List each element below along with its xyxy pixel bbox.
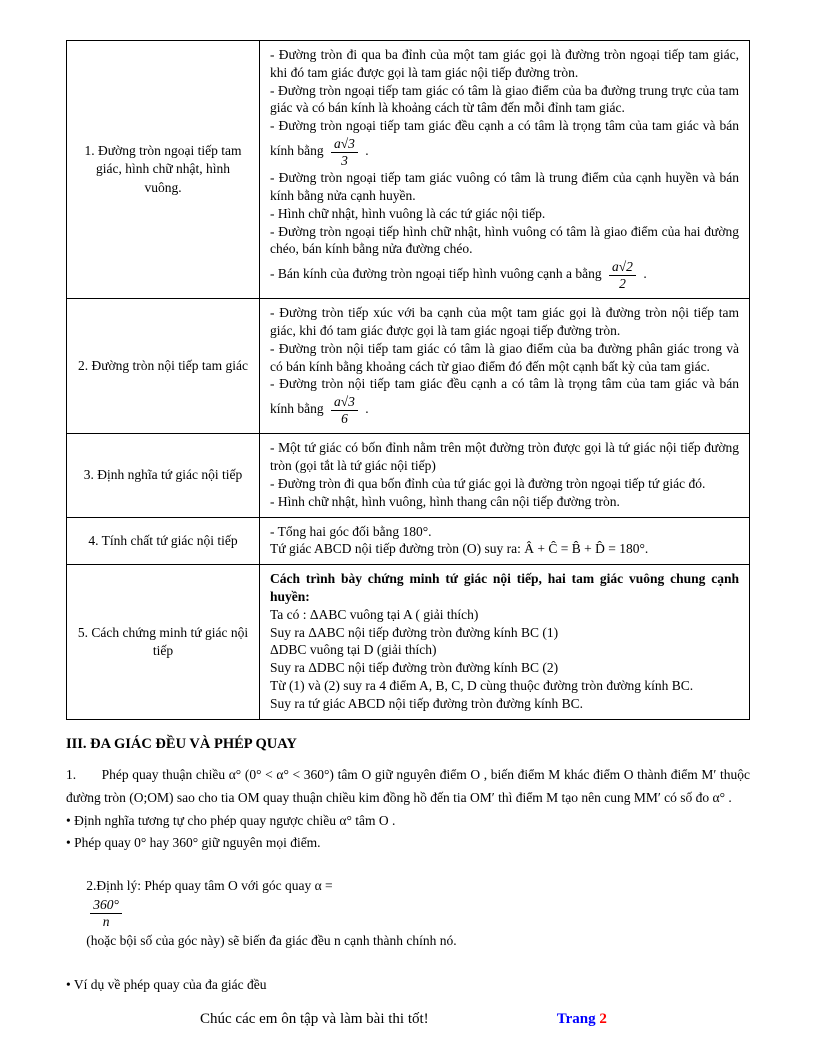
table-row-circumscribed-circle [67, 41, 750, 299]
row-label: 1. Đường tròn ngoại tiếp tam giác, hình chữ nhật, hình vuông. [67, 41, 260, 299]
fraction [609, 259, 636, 291]
text-segment: - Bán kính của đường tròn ngoại tiếp hình vuông cạnh a bằng [270, 266, 602, 282]
paragraph-rotation-definition: 1. Phép quay thuận chiều α° (0° < α° < 360°) tâm O giữ nguyên điểm O , biến điểm M khác điểm O thành điểm M′ thuộc đường tròn (O;OM) sao cho tia OM quay thuận chiều kim đồng hồ đến tia OM′ thì điểm M tạo nên cung MM′ có số đo α° . [66, 766, 754, 806]
bullet-line-with-fraction [270, 117, 739, 169]
row-content [260, 434, 750, 517]
summary-table [66, 40, 750, 720]
section-title: III. ĐA GIÁC ĐỀU VÀ PHÉP QUAY [66, 735, 297, 752]
bullet-example: • Ví dụ về phép quay của đa giác đều [66, 976, 267, 992]
bullet-line: - Đường tròn ngoại tiếp tam giác vuông có tâm là trung điểm của cạnh huyền và bán kính bằng nửa cạnh huyền. [270, 170, 739, 203]
bullet-line: - Đường tròn nội tiếp tam giác có tâm là giao điểm của ba đường phân giác trong và có bán kính bằng khoảng cách từ giao điểm đó đến một cạnh bất kỳ của tam giác. [270, 340, 739, 374]
text-segment: . [365, 143, 369, 159]
row-content [260, 41, 750, 299]
bullet-line: - Hình chữ nhật, hình vuông, hình thang cân nội tiếp đường tròn. [270, 493, 620, 509]
text-segment: - Đường tròn nội tiếp tam giác đều cạnh a có tâm là trọng tâm của tam giác và bán kính bằng [270, 376, 739, 417]
proof-line: Từ (1) và (2) suy ra 4 điểm A, B, C, D cùng thuộc đường tròn đường kính BC. [270, 678, 694, 694]
bullet-reverse-rotation: • Định nghĩa tương tự cho phép quay ngược chiều α° tâm O . [66, 812, 396, 828]
bullet-line: - Đường tròn tiếp xúc với ba cạnh của một tam giác gọi là đường tròn nội tiếp tam giác, khi đó tam giác được gọi là tam giác ngoại tiếp đường tròn. [270, 305, 739, 338]
proof-line: Suy ra tứ giác ABCD nội tiếp đường tròn đường kính BC. [270, 695, 583, 711]
section-regular-polygons-rotation [66, 735, 754, 995]
proof-line: ΔDBC vuông tại D (giải thích) [270, 642, 437, 658]
fraction-numerator: a√2 [609, 259, 636, 276]
bullet-line: - Đường tròn ngoại tiếp hình chữ nhật, hình vuông có tâm là giao điểm của hai đường chéo, bán kính bằng nửa đường chéo. [270, 223, 739, 257]
table-row-cyclic-quadrilateral-definition [67, 434, 750, 517]
formula-line: Tứ giác ABCD nội tiếp đường tròn (O) suy ra: Â + Ĉ = B̂ + D̂ = 180°. [270, 541, 649, 557]
fraction-numerator: a√3 [331, 394, 358, 411]
page-number-label [557, 1011, 607, 1028]
row-label: 5. Cách chứng minh tứ giác nội tiếp [67, 565, 260, 720]
fraction [331, 394, 358, 426]
page-footer [66, 1011, 750, 1028]
text-segment: 2.Định lý: Phép quay tâm O với góc quay α = [86, 877, 333, 893]
row-label: 2. Đường tròn nội tiếp tam giác [67, 299, 260, 434]
bullet-line: - Đường tròn đi qua ba đỉnh của một tam giác gọi là đường tròn ngoại tiếp tam giác, khi đó tam giác được gọi là tam giác nội tiếp đường tròn. [270, 47, 739, 80]
proof-line: Ta có : ΔABC vuông tại A ( giải thích) [270, 606, 479, 622]
fraction-numerator: a√3 [331, 136, 358, 153]
bullet-line-with-fraction [270, 258, 739, 292]
fraction-denominator: 3 [341, 152, 348, 168]
row-content [260, 517, 750, 565]
table-row-inscribed-circle [67, 299, 750, 434]
fraction-denominator: 6 [341, 410, 348, 426]
page-word: Trang [556, 1011, 596, 1028]
bullet-line: - Đường tròn đi qua bốn đỉnh của tứ giác gọi là đường tròn ngoại tiếp tứ giác đó. [270, 475, 706, 491]
proof-line: Suy ra ΔABC nội tiếp đường tròn đường kính BC (1) [270, 624, 559, 640]
table-row-cyclic-quadrilateral-property [67, 517, 750, 565]
bullet-identity-rotation: • Phép quay 0° hay 360° giữ nguyên mọi điểm. [66, 834, 321, 850]
paragraph-theorem [66, 853, 750, 973]
text-segment: . [365, 401, 369, 417]
bullet-line: - Tổng hai góc đối bằng 180°. [270, 523, 432, 539]
text-segment: (hoặc bội số của góc này) sẽ biến đa giác đều n cạnh thành chính nó. [86, 933, 457, 949]
table-row-proof-method [67, 565, 750, 720]
proof-heading: Cách trình bày chứng minh tứ giác nội tiếp, hai tam giác vuông chung cạnh huyền: [270, 571, 739, 604]
row-content [260, 299, 750, 434]
row-label: 3. Định nghĩa tứ giác nội tiếp [67, 434, 260, 517]
text-segment: . [643, 266, 647, 282]
fraction [331, 136, 358, 168]
fraction-denominator: 2 [619, 275, 626, 291]
row-label: 4. Tính chất tứ giác nội tiếp [67, 517, 260, 565]
bullet-line: - Hình chữ nhật, hình vuông là các tứ giác nội tiếp. [270, 205, 546, 221]
text-segment: - Đường tròn ngoại tiếp tam giác đều cạnh a có tâm là trọng tâm của tam giác và bán kính bằng [270, 118, 739, 159]
fraction-denominator: n [102, 913, 110, 929]
proof-line: Suy ra ΔDBC nội tiếp đường tròn đường kính BC (2) [270, 660, 559, 676]
fraction-numerator: 360° [90, 897, 122, 914]
bullet-line: - Đường tròn ngoại tiếp tam giác có tâm là giao điểm của ba đường trung trực của tam giác và có bán kính là khoảng cách từ tâm đến mỗi đỉnh tam giác. [270, 82, 739, 116]
bullet-line-with-fraction [270, 375, 739, 427]
bullet-line: - Một tứ giác có bốn đỉnh nằm trên một đường tròn được gọi là tứ giác nội tiếp đường tròn (gọi tắt là tứ giác nội tiếp) [270, 440, 739, 474]
footer-message: Chúc các em ôn tập và làm bài thi tốt! [200, 1011, 429, 1028]
row-content [260, 565, 750, 720]
fraction [90, 897, 122, 929]
page-number: 2 [599, 1011, 607, 1028]
